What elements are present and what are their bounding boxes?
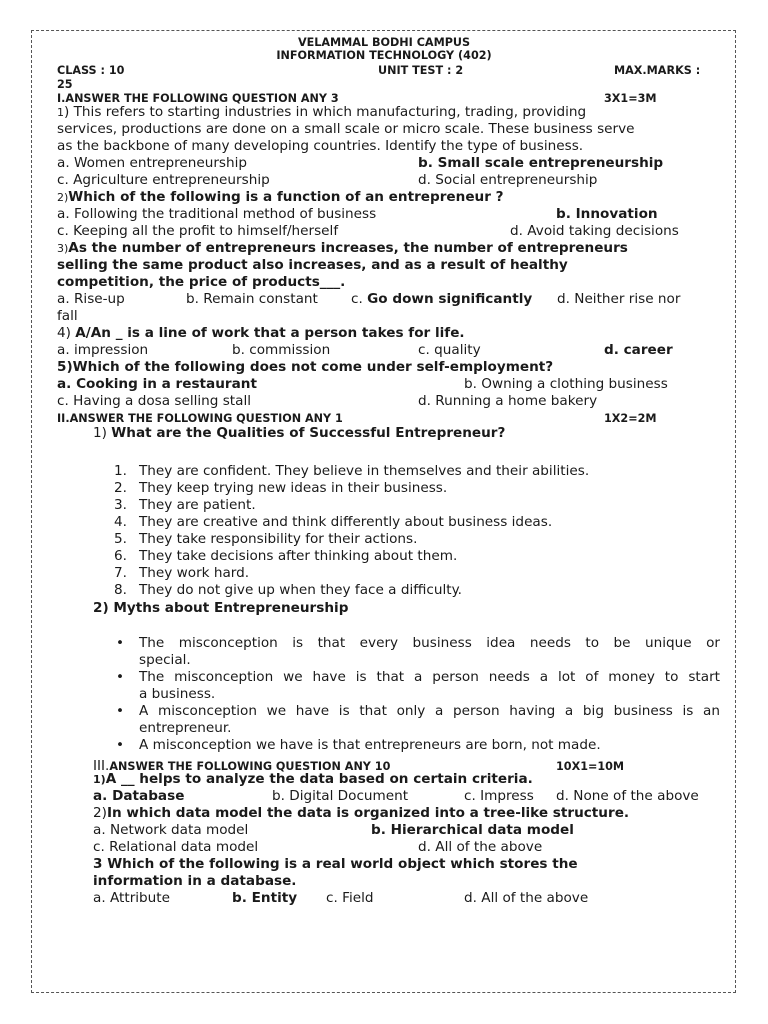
s3-q1-option-d: d. None of the above — [556, 788, 699, 804]
list-item: They are confident. They believe in themselves and their abilities. — [139, 463, 590, 479]
list-item: They keep trying new ideas in their business. — [139, 480, 448, 496]
q4-option-d-answer: d. career — [604, 342, 673, 358]
s3-q2-option-c: c. Relational data model — [93, 839, 259, 855]
myth-line: special. — [139, 652, 191, 668]
myth-line: The misconception is that every business idea needs to be unique or — [139, 635, 720, 651]
section2-title: II.ANSWER THE FOLLOWING QUESTION ANY 1 — [57, 412, 343, 425]
s3-q2-option-b-answer: b. Hierarchical data model — [371, 822, 574, 838]
s3-q1-text: A __ helps to analyze the data based on certain criteria. — [105, 771, 533, 787]
s3-q2-text: In which data model the data is organized into a tree-like structure. — [106, 805, 630, 821]
s3-q2-number: 2) — [93, 805, 107, 821]
q3-option-c — [351, 291, 532, 308]
q2-question — [57, 189, 504, 206]
section2-q1-text: What are the Qualities of Successful Entrepreneur? — [111, 425, 506, 441]
q3-number: 3) — [57, 242, 69, 255]
list-item-number: 2. — [114, 480, 127, 496]
list-item: They do not give up when they face a difficulty. — [139, 582, 463, 598]
q2-text: Which of the following is a function of an entrepreneur ? — [68, 189, 504, 205]
bullet: • — [116, 669, 125, 685]
s3-q1-option-c: c. Impress — [464, 788, 534, 804]
s3-q3-text-line1: 3 Which of the following is a real world object which stores the — [93, 856, 578, 872]
max-marks-label: MAX.MARKS : — [614, 64, 701, 77]
q4-text: A/An _ is a line of work that a person takes for life. — [75, 325, 465, 341]
q3-text-line3: competition, the price of products___. — [57, 274, 346, 290]
q3-option-d-line1: d. Neither rise nor — [557, 291, 681, 307]
section2-q2: 2) Myths about Entrepreneurship — [93, 600, 349, 616]
q5-option-a-answer: a. Cooking in a restaurant — [57, 376, 257, 392]
bullet: • — [116, 635, 125, 651]
q5-option-c: c. Having a dosa selling stall — [57, 393, 252, 409]
myth-line: a business. — [139, 686, 216, 702]
subject-title: INFORMATION TECHNOLOGY (402) — [276, 49, 492, 62]
s3-q3-option-c: c. Field — [326, 890, 374, 906]
list-item-number: 8. — [114, 582, 127, 598]
q3-option-c-answer: Go down significantly — [367, 291, 533, 307]
section2-q1-number: 1) — [93, 425, 112, 441]
list-item-number: 1. — [114, 463, 127, 479]
list-item: They take responsibility for their actions. — [139, 531, 418, 547]
s3-q3-option-a: a. Attribute — [93, 890, 170, 906]
s3-q2-option-a: a. Network data model — [93, 822, 249, 838]
q3-text-line1: As the number of entrepreneurs increases, the number of entrepreneurs — [68, 240, 628, 256]
q1-number: 1 — [57, 106, 64, 119]
myth-line: entrepreneur. — [139, 720, 232, 736]
s3-q1-option-b: b. Digital Document — [272, 788, 409, 804]
list-item-number: 3. — [114, 497, 127, 513]
q1-option-d: d. Social entrepreneurship — [418, 172, 598, 188]
s3-q3-option-d: d. All of the above — [464, 890, 589, 906]
q1-line1 — [57, 104, 586, 121]
q3-option-a: a. Rise-up — [57, 291, 125, 307]
s3-q2-option-d: d. All of the above — [418, 839, 543, 855]
q3-option-b: b. Remain constant — [186, 291, 318, 307]
s3-q3-text-line2: information in a database. — [93, 873, 297, 889]
q3-question-line1 — [57, 240, 628, 257]
q4-question — [57, 325, 465, 342]
section1-title: I.ANSWER THE FOLLOWING QUESTION ANY 3 — [57, 92, 339, 105]
s3-q3-option-b-answer: b. Entity — [232, 890, 298, 906]
q3-option-c-prefix: c. — [351, 291, 368, 307]
section3-marks: 10X1=10M — [556, 760, 625, 773]
list-item: They are patient. — [139, 497, 256, 513]
q5-text: Which of the following does not come under self-employment? — [72, 359, 554, 375]
list-item-number: 5. — [114, 531, 127, 547]
q2-option-a: a. Following the traditional method of business — [57, 206, 377, 222]
myth-line: A misconception we have is that only a person having a big business is an — [139, 703, 720, 719]
s3-q1-option-a-answer: a. Database — [93, 788, 185, 804]
q1-text-line3: as the backbone of many developing countries. Identify the type of business. — [57, 138, 584, 154]
q5-option-d: d. Running a home bakery — [418, 393, 598, 409]
list-item-number: 7. — [114, 565, 127, 581]
section3-title: ANSWER THE FOLLOWING QUESTION ANY 10 — [109, 760, 391, 773]
list-item-number: 6. — [114, 548, 127, 564]
section2-q1 — [93, 425, 505, 442]
q5-question — [57, 359, 553, 376]
s3-q1-number: 1) — [93, 773, 106, 786]
q2-option-c: c. Keeping all the profit to himself/herself — [57, 223, 339, 239]
s3-q1-question — [93, 771, 533, 788]
q1-option-c: c. Agriculture entrepreneurship — [57, 172, 270, 188]
q3-text-line2: selling the same product also increases, and as a result of healthy — [57, 257, 568, 273]
q5-option-b: b. Owning a clothing business — [464, 376, 668, 392]
max-marks-value: 25 — [57, 78, 73, 91]
section1-marks: 3X1=3M — [604, 92, 657, 105]
q2-option-d: d. Avoid taking decisions — [510, 223, 679, 239]
q4-option-a: a. impression — [57, 342, 149, 358]
q4-number: 4) — [57, 325, 76, 341]
list-item-number: 4. — [114, 514, 127, 530]
section2-marks: 1X2=2M — [604, 412, 657, 425]
q1-option-b-answer: b. Small scale entrepreneurship — [418, 155, 664, 171]
myth-line: A misconception we have is that entrepreneurs are born, not made. — [139, 737, 601, 753]
q3-option-d-line2: fall — [57, 308, 78, 324]
bullet: • — [116, 737, 125, 753]
q1-text-line1: ) This refers to starting industries in which manufacturing, trading, providing — [64, 104, 587, 120]
bullet: • — [116, 703, 125, 719]
list-item: They take decisions after thinking about them. — [139, 548, 458, 564]
s3-q2-question — [93, 805, 629, 822]
q2-number: 2) — [57, 191, 69, 204]
q2-option-b-answer: b. Innovation — [556, 206, 658, 222]
school-name: VELAMMAL BODHI CAMPUS — [297, 36, 471, 49]
q1-text-line2: services, productions are done on a small scale or micro scale. These business serve — [57, 121, 635, 137]
section3-roman: III. — [93, 758, 110, 774]
myth-line: The misconception we have is that a person needs a lot of money to start — [139, 669, 720, 685]
q1-option-a: a. Women entrepreneurship — [57, 155, 248, 171]
q5-number: 5) — [57, 359, 73, 375]
list-item: They are creative and think differently about business ideas. — [139, 514, 553, 530]
q4-option-c: c. quality — [418, 342, 481, 358]
list-item: They work hard. — [139, 565, 250, 581]
test-label: UNIT TEST : 2 — [378, 64, 464, 77]
q4-option-b: b. commission — [232, 342, 331, 358]
class-label: CLASS : 10 — [57, 64, 125, 77]
